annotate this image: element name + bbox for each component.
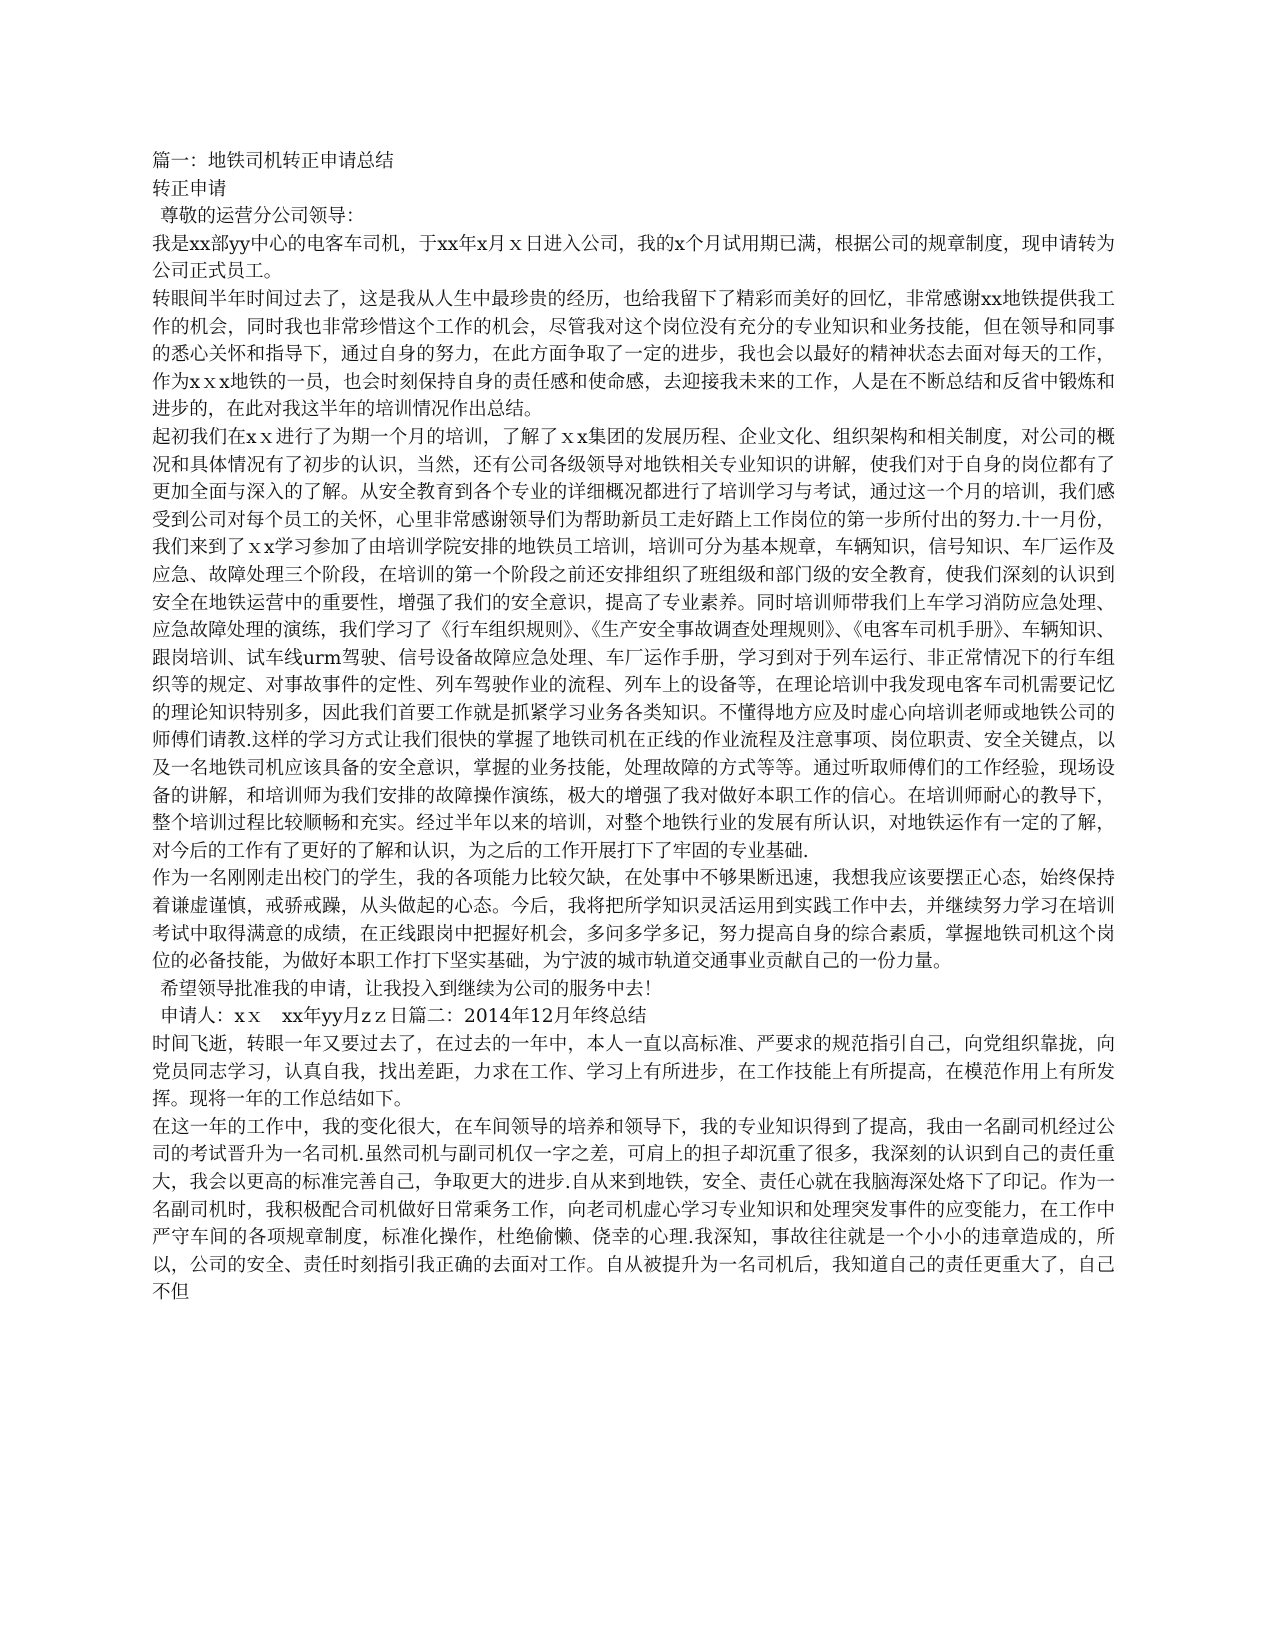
paragraph-3: 起初我们在xｘ进行了为期一个月的培训，了解了ｘx集团的发展历程、企业文化、组织架构和相关制度，对公司的概况和具体情况有了初步的认识，当然，还有公司各级领导对地铁相关专业知识的讲解，使我们对于自身的岗位都有了更加全面与深入的了解。从安全教育到各个专业的详细概况都进行了培训学习与考试，通过这一个月的培训，我们感受到公司对每个员工的关怀，心里非常感谢领导们为帮助新员工走好踏上工作岗位的第一步所付出的努力.十一月份，我们来到了ｘx学习参加了由培训学院安排的地铁员工培训，培训可分为基本规章，车辆知识，信号知识、车厂运作及应急、故障处理三个阶段，在培训的第一个阶段之前还安排组织了班组级和部门级的安全教育，使我们深刻的认识到安全在地铁运营中的重要性，增强了我们的安全意识，提高了专业素养。同时培训师带我们上车学习消防应急处理、应急故障处理的演练，我们学习了《行车组织规则》、《生产安全事故调查处理规则》、《电客车司机手册》、车辆知识、跟岗培训、试车线urm驾驶、信号设备故障应急处理、车厂运作手册，学习到对于列车运行、非正常情况下的行车组织等的规定、对事故事件的定性、列车驾驶作业的流程、列车上的设备等，在理论培训中我发现电客车司机需要记忆的理论知识特别多，因此我们首要工作就是抓紧学习业务各类知识。不懂得地方应及时虚心向培训老师或地铁公司的师傅们请教.这样的学习方式让我们很快的掌握了地铁司机在正线的作业流程及注意事项、岗位职责、安全关键点，以及一名地铁司机应该具备的安全意识，掌握的业务技能，处理故障的方式等等。通过听取师傅们的工作经验，现场设备的讲解，和培训师为我们安排的故障操作演练，极大的增强了我对做好本职工作的信心。在培训师耐心的教导下，整个培训过程比较顺畅和充实。经过半年以来的培训，对整个地铁行业的发展有所认识，对地铁运作有一定的了解，对今后的工作有了更好的了解和认识，为之后的工作开展打下了牢固的专业基础. [152,426,1115,862]
closing-request: 希望领导批准我的申请，让我投入到继续为公司的服务中去！ [160,978,663,1000]
document-title: 篇一：地铁司机转正申请总结 [152,151,394,172]
document-page [152,148,1115,1307]
document-subtitle: 转正申请 [152,178,227,200]
salutation: 尊敬的运营分公司领导： [160,206,365,228]
paragraph-1: 我是xx部yy中心的电客车司机，于xx年x月ｘ日进入公司，我的x个月试用期已满，根据公司的规章制度，现申请转为公司正式员工。 [152,233,1115,283]
paragraph-6: 在这一年的工作中，我的变化很大，在车间领导的培养和领导下，我的专业知识得到了提高，我由一名副司机经过公司的考试晋升为一名司机.虽然司机与副司机仅一字之差，可肩上的担子却沉重了很多，我深刻的认识到自己的责任重大，我会以更高的标准完善自己，争取更大的进步.自从来到地铁，安全、责任心就在我脑海深处烙下了印记。作为一名副司机时，我积极配合司机做好日常乘务工作，向老司机虚心学习专业知识和处理突发事件的应变能力，在工作中严守车间的各项规章制度，标准化操作，杜绝偷懒、侥幸的心理.我深知，事故往往就是一个小小的违章造成的，所以，公司的安全、责任时刻指引我正确的去面对工作。自从被提升为一名司机后，我知道自己的责任更重大了，自己不但 [152,1116,1115,1304]
paragraph-4: 作为一名刚刚走出校门的学生，我的各项能力比较欠缺，在处事中不够果断迅速，我想我应该要摆正心态，始终保持着谦虚谨慎，戒骄戒躁，从头做起的心态。今后，我将把所学知识灵活运用到实践工作中去，并继续努力学习在培训考试中取得满意的成绩，在正线跟岗中把握好机会，多问多学多记，努力提高自身的综合素质，掌握地铁司机这个岗位的必备技能，为做好本职工作打下坚实基础，为宁波的城市轨道交通事业贡献自己的一份力量。 [152,868,1115,973]
paragraph-2: 转眼间半年时间过去了，这是我从人生中最珍贵的经历，也给我留下了精彩而美好的回忆，非常感谢xx地铁提供我工作的机会，同时我也非常珍惜这个工作的机会，尽管我对这个岗位没有充分的专业知识和业务技能，但在领导和同事的悉心关怀和指导下，通过自身的努力，在此方面争取了一定的进步，我也会以最好的精神状态去面对每天的工作，作为xｘx地铁的一员，也会时刻保持自身的责任感和使命感，去迎接我未来的工作，人是在不断总结和反省中锻炼和进步的，在此对我这半年的培训情况作出总结。 [152,288,1115,421]
signature-line: 申请人：xｘ xx年yy月zｚ日篇二：2014年12月年终总结 [160,1006,647,1028]
paragraph-5: 时间飞逝，转眼一年又要过去了，在过去的一年中，本人一直以高标准、严要求的规范指引自己，向党组织靠拢，向党员同志学习，认真自我，找出差距，力求在工作、学习上有所进步，在工作技能上有所提高，在模范作用上有所发挥。现将一年的工作总结如下。 [152,1034,1115,1111]
